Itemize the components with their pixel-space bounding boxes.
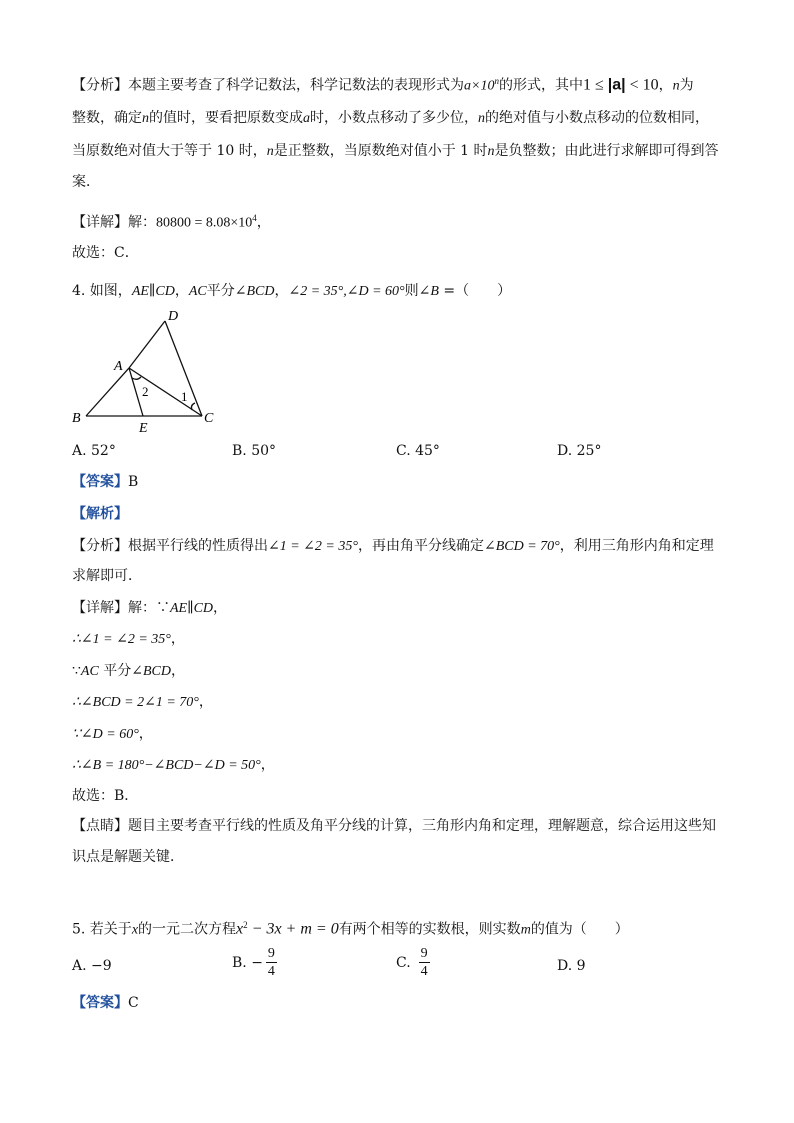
q5-answer: 【答案】C xyxy=(72,995,139,1011)
label-c: C xyxy=(204,411,214,426)
q4-comment-line-1: 【点睛】题目主要考查平行线的性质及角平分线的计算，三角形内角和定理，理解题意，综合运用这些知 xyxy=(72,818,716,834)
q3-choose: 故选：C． xyxy=(72,245,139,261)
q4-option-c: C. 45° xyxy=(396,443,440,459)
q4-analysis-line-2: 求解即可． xyxy=(72,568,142,584)
q4-detail-line-2: ∴∠1 = ∠2 = 35°， xyxy=(72,631,185,647)
q5-option-a: A. −9 xyxy=(72,958,112,974)
q5-option-d: D. 9 xyxy=(557,958,586,974)
q3-analysis-line-3: 当原数绝对值大于等于 10 时，n是正整数，当原数绝对值小于 1 时n是负整数；由此进行求解即可得到答 xyxy=(72,143,719,159)
q4-detail-line-5: ∵∠D = 60°， xyxy=(72,726,153,742)
q3-detail: 【详解】解：$80800 = 8.08\times 10^4$， xyxy=(72,213,271,231)
label-a: A xyxy=(114,359,123,374)
q4-detail-line-6: ∴∠B = 180°−∠BCD−∠D = 50°， xyxy=(72,757,275,773)
q3-analysis-line-2: 整数，确定n的值时，要看把原数变成a时，小数点移动了多少位，n的绝对值与小数点移动的位数相同， xyxy=(72,110,709,126)
q5-option-b-fraction: $\frac{9}{4}$ xyxy=(267,946,275,979)
q4-analysis-line-1: 【分析】根据平行线的性质得出∠1 = ∠2 = 35°，再由角平分线确定∠BCD = 70°，利用三角形内角和定理 xyxy=(72,538,714,554)
q4-detail-line-4: ∴∠BCD = 2∠1 = 70°， xyxy=(72,694,213,710)
q3-analysis-line-4: 案． xyxy=(72,174,100,190)
label-angle-1: 1 xyxy=(181,389,188,404)
label-b: B xyxy=(72,411,81,426)
triangle-figure xyxy=(70,308,230,438)
q4-option-d: D. 25° xyxy=(557,443,602,459)
q4-answer: 【答案】B xyxy=(72,474,139,490)
q4-choose: 故选：B． xyxy=(72,788,139,804)
segment-ba xyxy=(86,368,129,416)
label-angle-2: 2 xyxy=(142,384,149,399)
q4-detail-line-1: 【详解】解：∵AE∥CD， xyxy=(72,600,228,616)
q4-comment-line-2: 识点是解题关键． xyxy=(72,849,184,865)
label-e: E xyxy=(139,421,148,436)
label-d: D xyxy=(168,309,179,324)
q4-detail-line-3: ∵AC 平分∠BCD， xyxy=(72,663,185,679)
angle-2-arc xyxy=(132,377,141,379)
angle-1-arc xyxy=(191,403,195,410)
q5-option-c-fraction: $\frac{9}{4}$ xyxy=(420,946,428,979)
q4-stem: 4. 如图，AE∥CD，AC平分∠BCD，∠2 = 35°,∠D = 60°则∠B =（ ） xyxy=(72,283,512,299)
segment-ad xyxy=(129,321,165,368)
q5-option-c: C. $\frac{9}{4}$ xyxy=(396,946,428,979)
q4-option-b: B. 50° xyxy=(232,443,277,459)
q5-option-b: B. − $\frac{9}{4}$ xyxy=(232,946,275,979)
q5-stem: 5. 若关于x的一元二次方程$x^2 - 3x + m = 0$有两个相等的实数根，则实数m的值为（ ） xyxy=(72,920,629,938)
q4-jiexi-tag: 【解析】 xyxy=(72,506,128,522)
q4-option-a: A. 52° xyxy=(72,443,116,459)
q3-analysis-line-1: 【分析】本题主要考查了科学记数法，科学记数法的表现形式为$a\times 10^n$的形式，其中1 ≤ |a| < 10，n为 xyxy=(72,76,694,94)
